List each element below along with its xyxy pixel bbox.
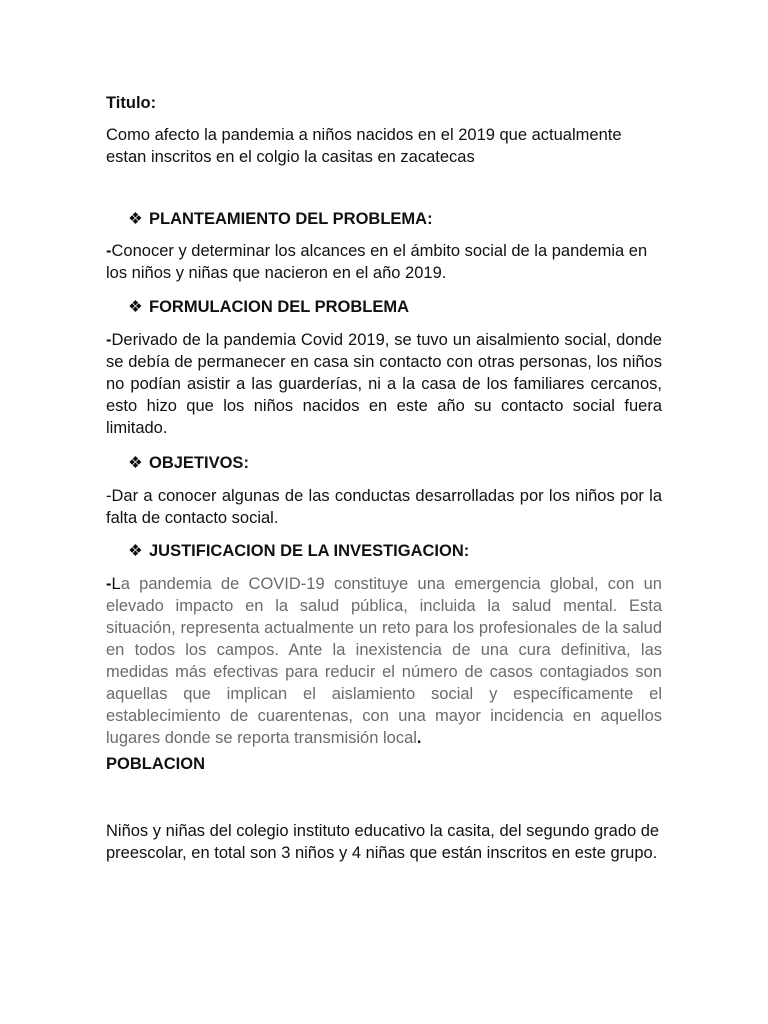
heading-planteamiento xyxy=(128,208,433,230)
dash-marker: - xyxy=(106,575,112,593)
heading-planteamiento-text: PLANTEAMIENTO DEL PROBLEMA: xyxy=(149,210,433,228)
title-text: Como afecto la pandemia a niños nacidos en el 2019 que actualmente estan inscritos en el colgio la casitas en zacatecas xyxy=(106,126,622,166)
heading-formulacion xyxy=(128,296,409,318)
justificacion-end-period: . xyxy=(416,729,422,747)
heading-poblacion: POBLACION xyxy=(106,755,205,773)
heading-objetivos-text: OBJETIVOS: xyxy=(149,454,249,472)
formulacion-body-text: Derivado de la pandemia Covid 2019, se tuvo un aisalmiento social, donde se debía de permanecer en casa sin contacto con otras personas, los niños no podían asistir a las guarderías, ni a la casa de los familiares cercanos, esto hizo que los niños nacidos en este año su contacto social fuera limitado. xyxy=(106,331,662,437)
diamond-bullet-icon: ❖ xyxy=(128,298,143,316)
diamond-bullet-icon: ❖ xyxy=(128,542,143,560)
heading-justificacion xyxy=(128,540,469,562)
diamond-bullet-icon: ❖ xyxy=(128,454,143,472)
title-label: Titulo: xyxy=(106,94,157,112)
justificacion-body-text: a pandemia de COVID-19 constituye una emergencia global, con un elevado impacto en la salud pública, incluida la salud mental. Esta situación, representa actualmente un reto para los profesionales de la salud en todos los campos. Ante la inexistencia de una cura definitiva, las medidas más efectivas para reducir el número de casos contagiados son aquellas que implican el aislamiento social y específicamente el establecimiento de cuarentenas, con una mayor incidencia en aquellos lugares donde se reporta transmisión local xyxy=(106,575,662,747)
objetivos-body: -Dar a conocer algunas de las conductas desarrolladas por los niños por la falta de contacto social. xyxy=(106,487,662,527)
heading-objetivos xyxy=(128,452,249,474)
heading-formulacion-text: FORMULACION DEL PROBLEMA xyxy=(149,298,410,316)
planteamiento-body xyxy=(106,240,662,284)
heading-justificacion-text: JUSTIFICACION DE LA INVESTIGACION: xyxy=(149,542,470,560)
dash-marker: - xyxy=(106,331,112,349)
diamond-bullet-icon: ❖ xyxy=(128,210,143,228)
justificacion-first-letter: L xyxy=(111,575,121,593)
planteamiento-body-text: Conocer y determinar los alcances en el ámbito social de la pandemia en los niños y niñas que nacieron en el año 2019. xyxy=(106,242,648,282)
justificacion-body xyxy=(106,573,662,749)
dash-marker: - xyxy=(106,242,112,260)
poblacion-body: Niños y niñas del colegio instituto educativo la casita, del segundo grado de preescolar, en total son 3 niños y 4 niñas que están inscritos en este grupo. xyxy=(106,822,660,862)
formulacion-body xyxy=(106,329,662,439)
